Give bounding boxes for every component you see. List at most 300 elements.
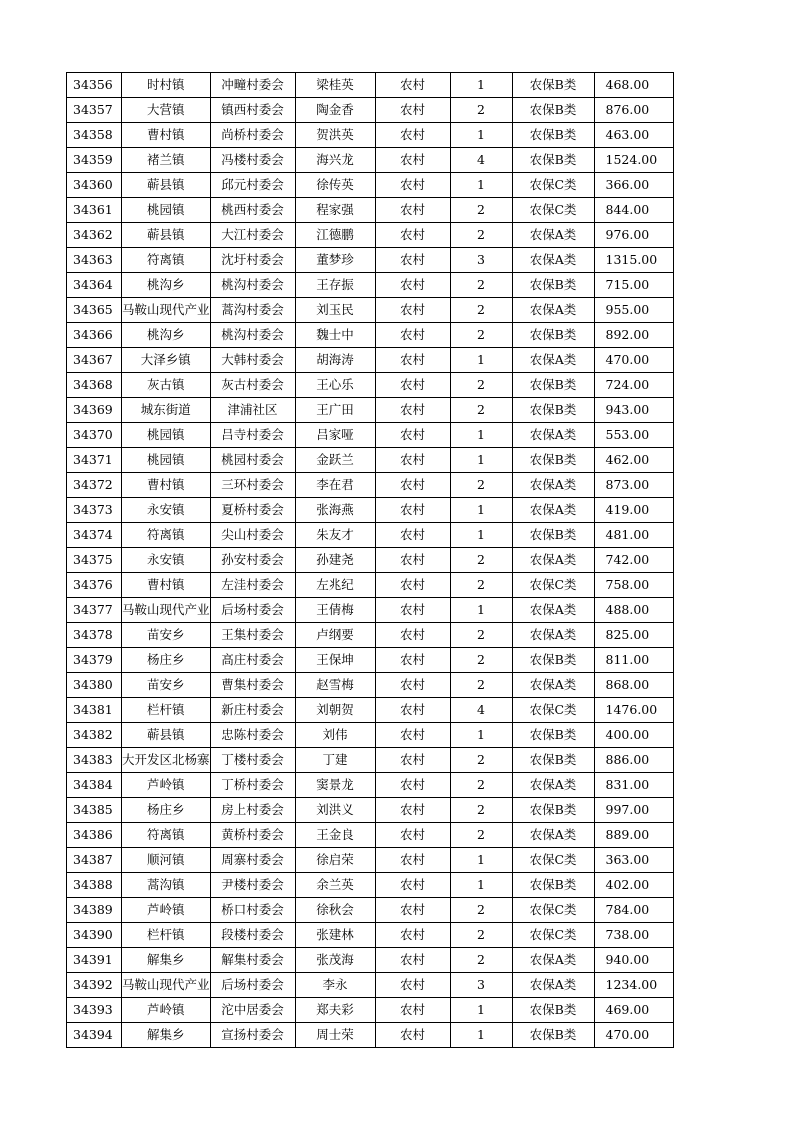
town-cell: 符离镇: [122, 823, 211, 848]
id-cell: 34385: [67, 798, 122, 823]
category-cell: 农保B类: [512, 98, 594, 123]
area-cell: 农村: [375, 423, 450, 448]
town-cell: 城东街道: [122, 398, 211, 423]
id-cell: 34393: [67, 998, 122, 1023]
area-cell: 农村: [375, 648, 450, 673]
table-row: [67, 123, 674, 148]
category-cell: 农保C类: [512, 848, 594, 873]
count-cell: 2: [450, 823, 512, 848]
category-cell: 农保B类: [512, 123, 594, 148]
area-cell: 农村: [375, 398, 450, 423]
town-cell: 芦岭镇: [122, 998, 211, 1023]
count-cell: 2: [450, 398, 512, 423]
category-cell: 农保B类: [512, 398, 594, 423]
category-cell: 农保A类: [512, 223, 594, 248]
name-cell: 赵雪梅: [295, 673, 375, 698]
name-cell: 刘伟: [295, 723, 375, 748]
area-cell: 农村: [375, 948, 450, 973]
village-cell: 黄桥村委会: [210, 823, 295, 848]
id-cell: 34372: [67, 473, 122, 498]
id-cell: 34394: [67, 1023, 122, 1048]
category-cell: 农保A类: [512, 348, 594, 373]
village-cell: 后场村委会: [210, 973, 295, 998]
table-body: [67, 73, 674, 1048]
amount-cell: 462.00: [594, 448, 673, 473]
area-cell: 农村: [375, 698, 450, 723]
count-cell: 4: [450, 148, 512, 173]
id-cell: 34366: [67, 323, 122, 348]
town-cell: 桃沟乡: [122, 273, 211, 298]
category-cell: 农保B类: [512, 323, 594, 348]
count-cell: 2: [450, 548, 512, 573]
area-cell: 农村: [375, 1023, 450, 1048]
id-cell: 34362: [67, 223, 122, 248]
name-cell: 窦景龙: [295, 773, 375, 798]
category-cell: 农保B类: [512, 873, 594, 898]
amount-cell: 943.00: [594, 398, 673, 423]
count-cell: 2: [450, 923, 512, 948]
amount-cell: 400.00: [594, 723, 673, 748]
category-cell: 农保B类: [512, 998, 594, 1023]
village-cell: 冲疃村委会: [210, 73, 295, 98]
village-cell: 灰古村委会: [210, 373, 295, 398]
village-cell: 房上村委会: [210, 798, 295, 823]
table-row: [67, 198, 674, 223]
count-cell: 2: [450, 273, 512, 298]
town-cell: 符离镇: [122, 523, 211, 548]
town-cell: 曹村镇: [122, 123, 211, 148]
amount-cell: 844.00: [594, 198, 673, 223]
table-row: [67, 498, 674, 523]
area-cell: 农村: [375, 198, 450, 223]
town-cell: 马鞍山现代产业: [122, 973, 211, 998]
village-cell: 丁楼村委会: [210, 748, 295, 773]
village-cell: 解集村委会: [210, 948, 295, 973]
category-cell: 农保B类: [512, 1023, 594, 1048]
category-cell: 农保C类: [512, 198, 594, 223]
name-cell: 孙建尧: [295, 548, 375, 573]
table-row: [67, 923, 674, 948]
count-cell: 1: [450, 498, 512, 523]
table-row: [67, 573, 674, 598]
table-row: [67, 898, 674, 923]
town-cell: 蕲县镇: [122, 723, 211, 748]
id-cell: 34374: [67, 523, 122, 548]
town-cell: 蕲县镇: [122, 173, 211, 198]
town-cell: 桃园镇: [122, 198, 211, 223]
id-cell: 34373: [67, 498, 122, 523]
area-cell: 农村: [375, 123, 450, 148]
name-cell: 丁建: [295, 748, 375, 773]
town-cell: 永安镇: [122, 548, 211, 573]
village-cell: 邱元村委会: [210, 173, 295, 198]
area-cell: 农村: [375, 823, 450, 848]
amount-cell: 886.00: [594, 748, 673, 773]
village-cell: 大江村委会: [210, 223, 295, 248]
town-cell: 永安镇: [122, 498, 211, 523]
category-cell: 农保A类: [512, 548, 594, 573]
amount-cell: 1476.00: [594, 698, 673, 723]
area-cell: 农村: [375, 923, 450, 948]
table-row: [67, 73, 674, 98]
town-cell: 栏杆镇: [122, 698, 211, 723]
count-cell: 2: [450, 98, 512, 123]
town-cell: 解集乡: [122, 948, 211, 973]
area-cell: 农村: [375, 98, 450, 123]
id-cell: 34363: [67, 248, 122, 273]
category-cell: 农保C类: [512, 898, 594, 923]
area-cell: 农村: [375, 623, 450, 648]
name-cell: 金跃兰: [295, 448, 375, 473]
category-cell: 农保B类: [512, 448, 594, 473]
amount-cell: 784.00: [594, 898, 673, 923]
id-cell: 34386: [67, 823, 122, 848]
category-cell: 农保A类: [512, 623, 594, 648]
village-cell: 吕寺村委会: [210, 423, 295, 448]
village-cell: 后场村委会: [210, 598, 295, 623]
id-cell: 34359: [67, 148, 122, 173]
name-cell: 李在君: [295, 473, 375, 498]
table-row: [67, 248, 674, 273]
name-cell: 余兰英: [295, 873, 375, 898]
amount-cell: 553.00: [594, 423, 673, 448]
amount-cell: 419.00: [594, 498, 673, 523]
amount-cell: 470.00: [594, 1023, 673, 1048]
count-cell: 2: [450, 623, 512, 648]
village-cell: 镇西村委会: [210, 98, 295, 123]
table-row: [67, 548, 674, 573]
table-row: [67, 623, 674, 648]
table-row: [67, 423, 674, 448]
area-cell: 农村: [375, 523, 450, 548]
count-cell: 2: [450, 223, 512, 248]
count-cell: 2: [450, 673, 512, 698]
town-cell: 桃园镇: [122, 423, 211, 448]
category-cell: 农保B类: [512, 73, 594, 98]
area-cell: 农村: [375, 323, 450, 348]
id-cell: 34381: [67, 698, 122, 723]
village-cell: 高庄村委会: [210, 648, 295, 673]
village-cell: 段楼村委会: [210, 923, 295, 948]
category-cell: 农保A类: [512, 298, 594, 323]
table-row: [67, 398, 674, 423]
village-cell: 大韩村委会: [210, 348, 295, 373]
count-cell: 2: [450, 948, 512, 973]
table-row: [67, 373, 674, 398]
table-row: [67, 648, 674, 673]
count-cell: 4: [450, 698, 512, 723]
count-cell: 2: [450, 573, 512, 598]
town-cell: 大营镇: [122, 98, 211, 123]
name-cell: 刘洪义: [295, 798, 375, 823]
table-row: [67, 773, 674, 798]
id-cell: 34364: [67, 273, 122, 298]
name-cell: 胡海涛: [295, 348, 375, 373]
id-cell: 34391: [67, 948, 122, 973]
table-row: [67, 1023, 674, 1048]
area-cell: 农村: [375, 673, 450, 698]
village-cell: 蒿沟村委会: [210, 298, 295, 323]
count-cell: 2: [450, 198, 512, 223]
id-cell: 34390: [67, 923, 122, 948]
amount-cell: 469.00: [594, 998, 673, 1023]
id-cell: 34384: [67, 773, 122, 798]
category-cell: 农保A类: [512, 598, 594, 623]
category-cell: 农保C类: [512, 923, 594, 948]
count-cell: 3: [450, 248, 512, 273]
area-cell: 农村: [375, 273, 450, 298]
id-cell: 34361: [67, 198, 122, 223]
amount-cell: 1315.00: [594, 248, 673, 273]
amount-cell: 876.00: [594, 98, 673, 123]
amount-cell: 402.00: [594, 873, 673, 898]
count-cell: 2: [450, 798, 512, 823]
area-cell: 农村: [375, 548, 450, 573]
table-row: [67, 98, 674, 123]
count-cell: 2: [450, 473, 512, 498]
category-cell: 农保C类: [512, 173, 594, 198]
count-cell: 1: [450, 873, 512, 898]
count-cell: 1: [450, 73, 512, 98]
area-cell: 农村: [375, 348, 450, 373]
amount-cell: 976.00: [594, 223, 673, 248]
table-row: [67, 823, 674, 848]
table-row: [67, 173, 674, 198]
category-cell: 农保A类: [512, 673, 594, 698]
area-cell: 农村: [375, 873, 450, 898]
name-cell: 董梦珍: [295, 248, 375, 273]
id-cell: 34367: [67, 348, 122, 373]
table-row: [67, 748, 674, 773]
category-cell: 农保A类: [512, 473, 594, 498]
table-row: [67, 848, 674, 873]
amount-cell: 868.00: [594, 673, 673, 698]
id-cell: 34378: [67, 623, 122, 648]
area-cell: 农村: [375, 223, 450, 248]
name-cell: 王广田: [295, 398, 375, 423]
town-cell: 曹村镇: [122, 473, 211, 498]
count-cell: 1: [450, 523, 512, 548]
area-cell: 农村: [375, 898, 450, 923]
count-cell: 1: [450, 848, 512, 873]
table-row: [67, 973, 674, 998]
village-cell: 左洼村委会: [210, 573, 295, 598]
name-cell: 陶金香: [295, 98, 375, 123]
name-cell: 王金良: [295, 823, 375, 848]
count-cell: 1: [450, 423, 512, 448]
id-cell: 34380: [67, 673, 122, 698]
village-cell: 沈圩村委会: [210, 248, 295, 273]
name-cell: 王保坤: [295, 648, 375, 673]
table-row: [67, 148, 674, 173]
id-cell: 34365: [67, 298, 122, 323]
village-cell: 新庄村委会: [210, 698, 295, 723]
town-cell: 桃沟乡: [122, 323, 211, 348]
village-cell: 王集村委会: [210, 623, 295, 648]
count-cell: 1: [450, 998, 512, 1023]
category-cell: 农保B类: [512, 648, 594, 673]
town-cell: 桃园镇: [122, 448, 211, 473]
name-cell: 吕家哑: [295, 423, 375, 448]
id-cell: 34382: [67, 723, 122, 748]
count-cell: 2: [450, 373, 512, 398]
village-cell: 曹集村委会: [210, 673, 295, 698]
amount-cell: 724.00: [594, 373, 673, 398]
town-cell: 解集乡: [122, 1023, 211, 1048]
area-cell: 农村: [375, 998, 450, 1023]
town-cell: 大泽乡镇: [122, 348, 211, 373]
name-cell: 王心乐: [295, 373, 375, 398]
category-cell: 农保B类: [512, 748, 594, 773]
id-cell: 34383: [67, 748, 122, 773]
category-cell: 农保B类: [512, 523, 594, 548]
area-cell: 农村: [375, 448, 450, 473]
amount-cell: 940.00: [594, 948, 673, 973]
amount-cell: 1524.00: [594, 148, 673, 173]
count-cell: 2: [450, 298, 512, 323]
area-cell: 农村: [375, 173, 450, 198]
village-cell: 三环村委会: [210, 473, 295, 498]
village-cell: 忠陈村委会: [210, 723, 295, 748]
village-cell: 宣扬村委会: [210, 1023, 295, 1048]
table-row: [67, 223, 674, 248]
amount-cell: 463.00: [594, 123, 673, 148]
amount-cell: 758.00: [594, 573, 673, 598]
village-cell: 沱中居委会: [210, 998, 295, 1023]
id-cell: 34379: [67, 648, 122, 673]
id-cell: 34389: [67, 898, 122, 923]
category-cell: 农保B类: [512, 723, 594, 748]
id-cell: 34358: [67, 123, 122, 148]
village-cell: 尖山村委会: [210, 523, 295, 548]
table-row: [67, 798, 674, 823]
category-cell: 农保A类: [512, 973, 594, 998]
area-cell: 农村: [375, 148, 450, 173]
amount-cell: 811.00: [594, 648, 673, 673]
table-row: [67, 323, 674, 348]
town-cell: 蒿沟镇: [122, 873, 211, 898]
town-cell: 灰古镇: [122, 373, 211, 398]
town-cell: 马鞍山现代产业: [122, 598, 211, 623]
area-cell: 农村: [375, 573, 450, 598]
category-cell: 农保A类: [512, 248, 594, 273]
amount-cell: 742.00: [594, 548, 673, 573]
amount-cell: 831.00: [594, 773, 673, 798]
area-cell: 农村: [375, 473, 450, 498]
category-cell: 农保A类: [512, 498, 594, 523]
table-row: [67, 448, 674, 473]
table-row: [67, 698, 674, 723]
village-cell: 桃西村委会: [210, 198, 295, 223]
town-cell: 苗安乡: [122, 673, 211, 698]
category-cell: 农保B类: [512, 798, 594, 823]
village-cell: 尹楼村委会: [210, 873, 295, 898]
category-cell: 农保B类: [512, 373, 594, 398]
amount-cell: 955.00: [594, 298, 673, 323]
amount-cell: 825.00: [594, 623, 673, 648]
count-cell: 3: [450, 973, 512, 998]
area-cell: 农村: [375, 498, 450, 523]
name-cell: 刘玉民: [295, 298, 375, 323]
id-cell: 34392: [67, 973, 122, 998]
category-cell: 农保B类: [512, 273, 594, 298]
name-cell: 徐启荣: [295, 848, 375, 873]
name-cell: 李永: [295, 973, 375, 998]
amount-cell: 468.00: [594, 73, 673, 98]
amount-cell: 481.00: [594, 523, 673, 548]
id-cell: 34370: [67, 423, 122, 448]
count-cell: 2: [450, 773, 512, 798]
village-cell: 桃沟村委会: [210, 323, 295, 348]
town-cell: 芦岭镇: [122, 773, 211, 798]
name-cell: 左兆纪: [295, 573, 375, 598]
village-cell: 丁桥村委会: [210, 773, 295, 798]
area-cell: 农村: [375, 248, 450, 273]
town-cell: 杨庄乡: [122, 798, 211, 823]
name-cell: 江德鹏: [295, 223, 375, 248]
category-cell: 农保B类: [512, 148, 594, 173]
id-cell: 34375: [67, 548, 122, 573]
name-cell: 程家强: [295, 198, 375, 223]
town-cell: 褚兰镇: [122, 148, 211, 173]
amount-cell: 892.00: [594, 323, 673, 348]
amount-cell: 366.00: [594, 173, 673, 198]
id-cell: 34388: [67, 873, 122, 898]
count-cell: 1: [450, 723, 512, 748]
id-cell: 34356: [67, 73, 122, 98]
area-cell: 农村: [375, 798, 450, 823]
town-cell: 曹村镇: [122, 573, 211, 598]
name-cell: 张海燕: [295, 498, 375, 523]
id-cell: 34387: [67, 848, 122, 873]
village-cell: 冯楼村委会: [210, 148, 295, 173]
category-cell: 农保C类: [512, 573, 594, 598]
village-cell: 孙安村委会: [210, 548, 295, 573]
name-cell: 贺洪英: [295, 123, 375, 148]
count-cell: 1: [450, 123, 512, 148]
name-cell: 徐秋会: [295, 898, 375, 923]
count-cell: 2: [450, 648, 512, 673]
table-row: [67, 273, 674, 298]
area-cell: 农村: [375, 598, 450, 623]
table-row: [67, 598, 674, 623]
town-cell: 栏杆镇: [122, 923, 211, 948]
count-cell: 2: [450, 898, 512, 923]
town-cell: 马鞍山现代产业: [122, 298, 211, 323]
name-cell: 张建林: [295, 923, 375, 948]
name-cell: 卢纲要: [295, 623, 375, 648]
name-cell: 梁桂英: [295, 73, 375, 98]
data-table: [66, 72, 674, 1048]
count-cell: 1: [450, 598, 512, 623]
amount-cell: 715.00: [594, 273, 673, 298]
table-row: [67, 948, 674, 973]
town-cell: 蕲县镇: [122, 223, 211, 248]
village-cell: 津浦社区: [210, 398, 295, 423]
amount-cell: 470.00: [594, 348, 673, 373]
id-cell: 34371: [67, 448, 122, 473]
count-cell: 1: [450, 448, 512, 473]
name-cell: 朱友才: [295, 523, 375, 548]
amount-cell: 363.00: [594, 848, 673, 873]
category-cell: 农保C类: [512, 698, 594, 723]
amount-cell: 1234.00: [594, 973, 673, 998]
name-cell: 郑夫彩: [295, 998, 375, 1023]
town-cell: 大开发区北杨寨: [122, 748, 211, 773]
village-cell: 尚桥村委会: [210, 123, 295, 148]
count-cell: 1: [450, 348, 512, 373]
name-cell: 海兴龙: [295, 148, 375, 173]
